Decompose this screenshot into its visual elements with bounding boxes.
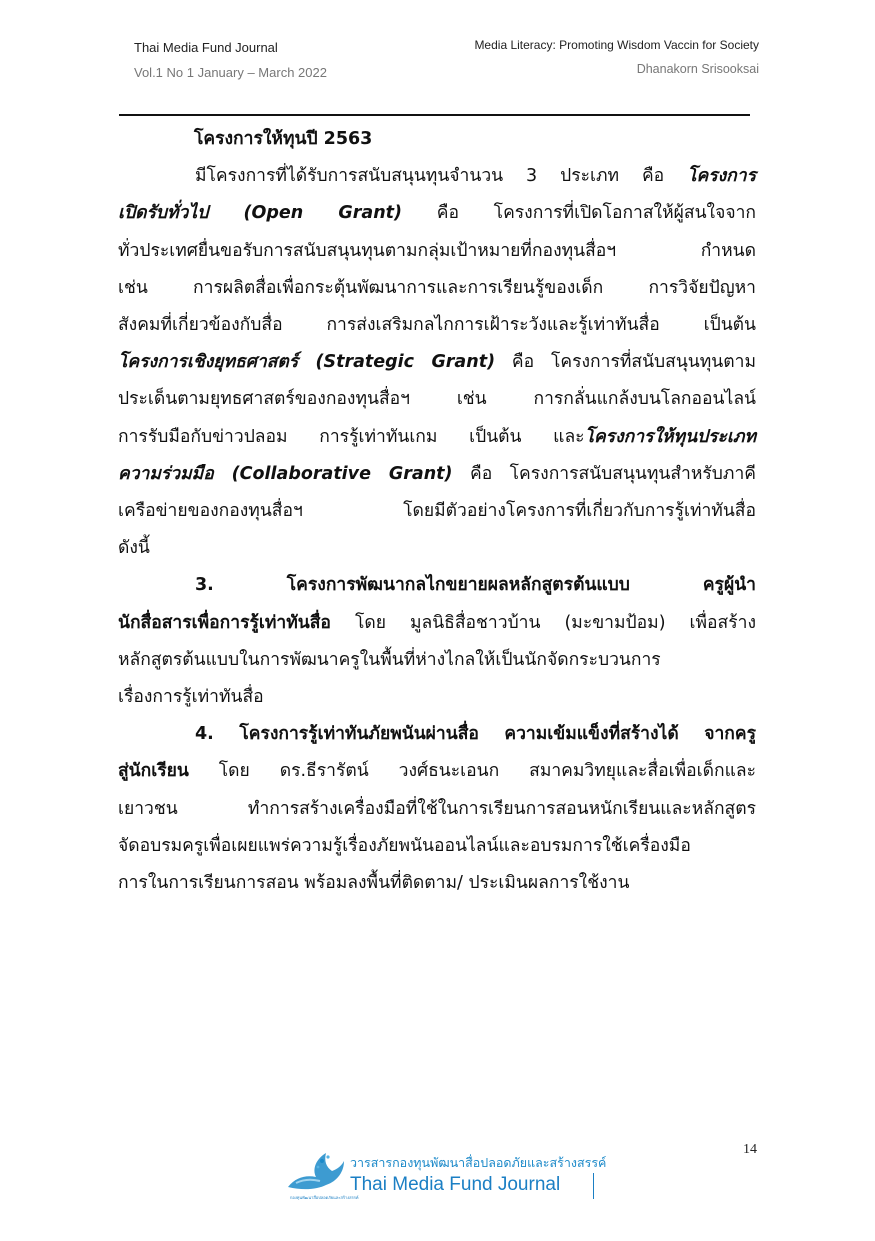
running-header-left <box>134 40 327 80</box>
paragraph-project-3 <box>118 567 756 716</box>
project-4-title-cont: สู่นักเรียน <box>118 761 189 782</box>
paragraph-grants <box>118 158 756 567</box>
text-run: คือ โครงการสนับสนุนทุนสำหรับภาคี <box>452 463 756 484</box>
emphasis-open-grant-start: โครงการ <box>687 166 756 187</box>
text-line <box>118 158 756 195</box>
text-run: โดย ดร.ธีรารัตน์ วงศ์ธนะเอนก สมาคมวิทยุและสื่อเพื่อเด็กและ <box>188 761 756 782</box>
text-run: คือ โครงการที่สนับสนุนทุนตาม <box>495 352 756 373</box>
text-line: ดังนี้ <box>118 538 150 559</box>
emphasis-strategic-grant: โครงการเชิงยุทธศาสตร์ (Strategic Grant) <box>118 352 496 373</box>
text-run: โดย มูลนิธิสื่อชาวบ้าน (มะขามป้อม) เพื่อสร้าง <box>330 612 756 633</box>
text-line <box>118 456 756 493</box>
text-run: มีโครงการที่ได้รับการสนับสนุนทุนจำนวน 3 ประเภท คือ <box>195 166 688 187</box>
text-line <box>118 753 756 790</box>
text-line: การในการเรียนการสอน พร้อมลงพื้นที่ติดตาม/ ประเมินผลการใช้งาน <box>118 873 630 894</box>
section-heading: โครงการให้ทุนปี 2563 <box>194 129 373 149</box>
text-line <box>118 344 756 381</box>
running-header-right <box>474 38 759 76</box>
text-line: เรื่องการรู้เท่าทันสื่อ <box>118 687 264 708</box>
text-line <box>118 195 756 232</box>
article-title: Media Literacy: Promoting Wisdom Vaccin for Society <box>474 38 759 52</box>
text-run: การรับมือกับข่าวปลอม การรู้เท่าทันเกม เป็นต้น และ <box>118 426 585 447</box>
dove-logo-icon <box>282 1147 359 1205</box>
article-body <box>118 121 756 902</box>
header-rule <box>119 114 750 116</box>
emphasis-collab-grant: ความร่วมมือ (Collaborative Grant) <box>118 463 453 484</box>
text-line: หลักสูตรต้นแบบในการพัฒนาครูในพื้นที่ห่างไกลให้เป็นนักจัดกระบวนการ <box>118 649 661 670</box>
journal-name: Thai Media Fund Journal <box>134 40 278 55</box>
logo-text-thai: วารสารกองทุนพัฒนาสื่อปลอดภัยและสร้างสรรค์ <box>350 1155 607 1170</box>
text-line: เครือข่ายของกองทุนสื่อฯ โดยมีตัวอย่างโครงการที่เกี่ยวกับการรู้เท่าทันสื่อ <box>118 501 756 522</box>
project-3-title-cont: นักสื่อสารเพื่อการรู้เท่าทันสื่อ <box>118 612 331 633</box>
project-3-title: 3. โครงการพัฒนากลไกขยายผลหลักสูตรต้นแบบ ครูผู้นำ <box>195 575 756 596</box>
text-line: สังคมที่เกี่ยวข้องกับสื่อ การส่งเสริมกลไกการเฝ้าระวังและรู้เท่าทันสื่อ เป็นต้น <box>118 315 756 336</box>
article-author: Dhanakorn Srisooksai <box>636 62 759 76</box>
text-line <box>118 419 756 456</box>
text-line: เช่น การผลิตสื่อเพื่อกระตุ้นพัฒนาการและการเรียนรู้ของเด็ก การวิจัยปัญหา <box>118 277 756 298</box>
text-line: ประเด็นตามยุทธศาสตร์ของกองทุนสื่อฯ เช่น การกลั่นแกล้งบนโลกออนไลน์ <box>118 389 756 410</box>
emphasis-open-grant: เปิดรับทั่วไป (Open Grant) <box>118 203 403 224</box>
svg-text:กองทุนพัฒนาสื่อปลอดภัยและสร้าง: กองทุนพัฒนาสื่อปลอดภัยและสร้างสรรค์ <box>290 1195 359 1200</box>
logo-divider <box>593 1173 594 1199</box>
text-line: จัดอบรมครูเพื่อเผยแพร่ความรู้เรื่องภัยพนันออนไลน์และอบรมการใช้เครื่องมือ <box>118 835 691 856</box>
text-line: เยาวชน ทำการสร้างเครื่องมือที่ใช้ในการเรียนการสอนหนักเรียนและหลักสูตร <box>118 798 756 819</box>
paragraph-project-4 <box>118 716 756 902</box>
text-line: ทั่วประเทศยื่นขอรับการสนับสนุนทุนตามกลุ่มเป้าหมายที่กองทุนสื่อฯ กำหนด <box>118 240 756 261</box>
text-line <box>118 605 756 642</box>
emphasis-collab-grant-start: โครงการให้ทุนประเภท <box>584 426 756 447</box>
journal-volume: Vol.1 No 1 January – March 2022 <box>134 65 327 80</box>
project-4-title: 4. โครงการรู้เท่าทันภัยพนันผ่านสื่อ ความเข้มแข็งที่สร้างได้ จากครู <box>195 724 756 745</box>
text-run: คือ โครงการที่เปิดโอกาสให้ผู้สนใจจาก <box>402 203 757 224</box>
logo-text-english: Thai Media Fund Journal <box>350 1174 561 1195</box>
journal-footer-logo <box>282 1147 607 1205</box>
page-number: 14 <box>743 1142 757 1157</box>
